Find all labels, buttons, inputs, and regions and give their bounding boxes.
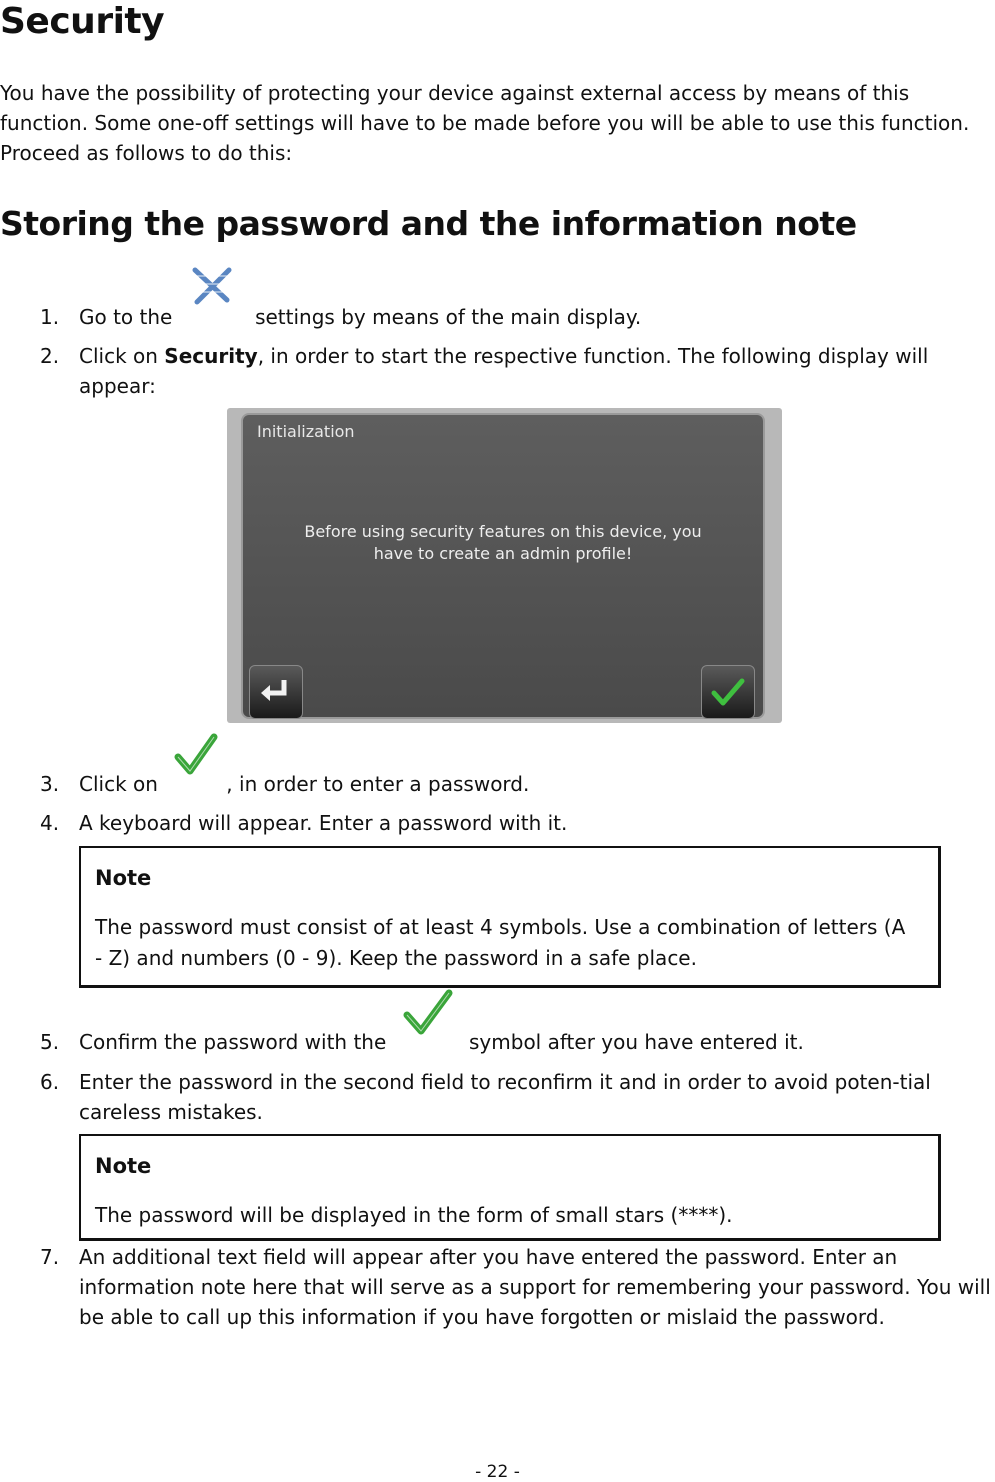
back-button[interactable] <box>249 665 303 719</box>
checkmark-icon <box>711 677 745 707</box>
dialog-message-line-2: have to create an admin profile! <box>373 544 633 563</box>
step-text: , in order to start the respective function. The following display will appear: <box>79 344 929 398</box>
step-text: A keyboard will appear. Enter a password with it. <box>79 811 568 835</box>
settings-tools-icon <box>179 302 249 332</box>
note-box <box>79 1134 941 1241</box>
step-text: , in order to enter a password. <box>226 772 530 796</box>
intro-paragraph: You have the possibility of protecting your device against external access by means of this function. Some one-off settings will have to be made before you will be able to use this function. Proceed as follows to do this: <box>0 81 970 165</box>
dialog-title: Initialization <box>257 422 355 441</box>
note-text: The password will be displayed in the form of small stars (****). <box>95 1203 733 1227</box>
step-number: 6. <box>40 1070 60 1094</box>
step-text: symbol after you have entered it. <box>469 1030 804 1054</box>
page-number: - 22 - <box>475 1462 520 1482</box>
security-keyword: Security <box>164 344 258 368</box>
note-title: Note <box>95 1154 152 1178</box>
page-heading: Security <box>0 1 165 42</box>
checkmark-icon <box>164 769 226 799</box>
step-text: Click on <box>79 772 158 796</box>
step-number: 3. <box>40 772 60 796</box>
initialization-dialog <box>241 413 765 719</box>
note-text: The password must consist of at least 4 symbols. Use a combination of letters (A - Z) and numbers (0 - 9). Keep the password in a safe place. <box>95 915 906 970</box>
step-text: An additional text field will appear after you have entered the password. Enter an information note here that will serve as a support for remembering your password. You will be able to call up this information if you have forgotten or mislaid the password. <box>79 1245 991 1329</box>
step-text: Confirm the password with the <box>79 1030 387 1054</box>
step-number: 4. <box>40 811 60 835</box>
dialog-message-line-1: Before using security features on this device, you <box>304 522 702 541</box>
confirm-button[interactable] <box>701 665 755 719</box>
step-text: settings by means of the main display. <box>255 305 642 329</box>
step-text: Go to the <box>79 305 173 329</box>
step-number: 2. <box>40 344 60 368</box>
dialog-message <box>243 521 763 565</box>
step-text: Click on <box>79 344 158 368</box>
note-box <box>79 846 941 988</box>
return-arrow-icon <box>258 677 294 707</box>
step-text: Enter the password in the second field to reconfirm it and in order to avoid poten-tial careless mistakes. <box>79 1070 931 1124</box>
note-title: Note <box>95 866 152 890</box>
device-screenshot <box>227 408 782 723</box>
section-heading: Storing the password and the information note <box>0 204 857 243</box>
step-number: 7. <box>40 1245 60 1269</box>
checkmark-icon <box>393 1027 463 1057</box>
step-number: 1. <box>40 305 60 329</box>
step-number: 5. <box>40 1030 60 1054</box>
